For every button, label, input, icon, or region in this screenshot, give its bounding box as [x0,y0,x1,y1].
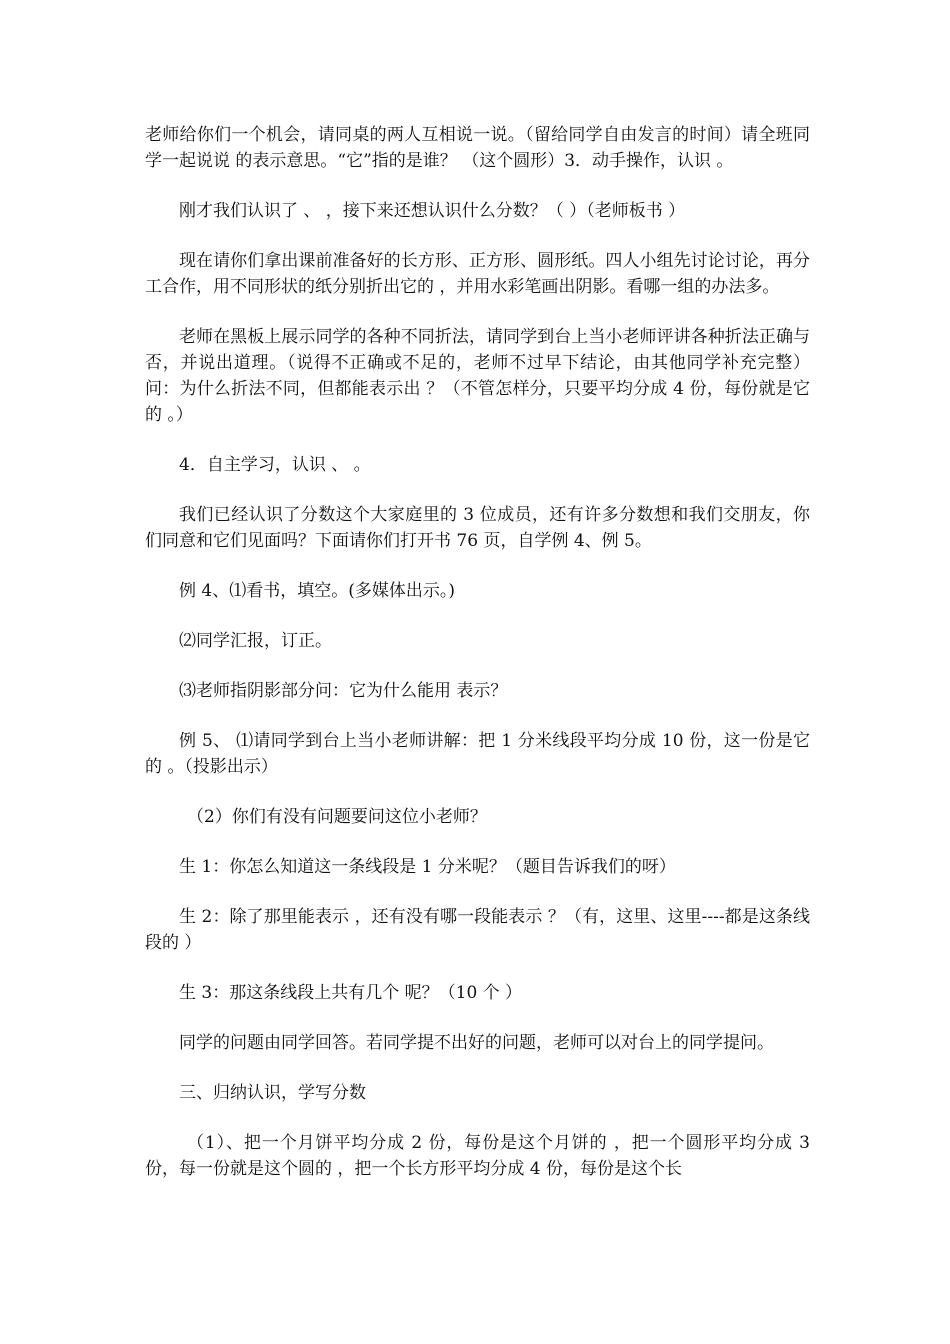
paragraph-11: （2）你们有没有问题要问这位小老师？ [187,807,487,827]
paragraph-10: 例 5、 ⑴请同学到台上当小老师讲解：把 1 分米线段平均分成 10 份，这一份是它的 。（投影出示） [145,731,810,777]
paragraph-17: （1）、把一个月饼平均分成 2 份，每份是这个月饼的 ，把一个圆形平均分成 3 份，每一份就是这个圆的 ，把一个长方形平均分成 4 份，每份是这个长 [145,1133,810,1179]
paragraph-6: 我们已经认识了分数这个大家庭里的 3 位成员，还有许多分数想和我们交朋友，你们同意和它们见面吗？下面请你们打开书 76 页，自学例 4、例 5。 [145,505,810,551]
paragraph-13: 生 2：除了那里能表示 ，还有没有哪一段能表示 ？（有，这里、这里----都是这条线段的 ） [145,907,810,953]
paragraph-15: 同学的问题由同学回答。若同学提不出好的问题，老师可以对台上的同学提问。 [179,1033,774,1053]
paragraph-4: 老师在黑板上展示同学的各种不同折法，请同学到台上当小老师评讲各种折法正确与否，并说出道理。（说得不正确或不足的，老师不过早下结论，由其他同学补充完整）问：为什么折法不同，但都能表示出 ？（不管怎样分，只要平均分成 4 份，每份就是它的 。） [145,327,810,425]
paragraph-8: ⑵同学汇报，订正。 [179,631,332,651]
paragraph-5: 4．自主学习，认识 、 。 [179,455,371,475]
document-page [145,122,810,1206]
paragraph-9: ⑶老师指阴影部分问：它为什么能用 表示？ [179,681,508,701]
section-heading: 三、归纳认识，学写分数 [179,1083,366,1103]
paragraph-7: 例 4、⑴看书，填空。(多媒体出示。) [179,581,455,601]
paragraph-12: 生 1：你怎么知道这一条线段是 1 分米呢？（题目告诉我们的呀） [179,857,676,877]
paragraph-3: 现在请你们拿出课前准备好的长方形、正方形、圆形纸。四人小组先讨论讨论，再分工合作，用不同形状的纸分别折出它的 ，并用水彩笔画出阴影。看哪一组的办法多。 [145,251,810,297]
paragraph-1: 老师给你们一个机会，请同桌的两人互相说一说。（留给同学自由发言的时间）请全班同学一起说说 的表示意思。“它”指的是谁？ （这个圆形）3．动手操作，认识 。 [145,125,810,171]
paragraph-14: 生 3：那这条线段上共有几个 呢？（10 个 ） [179,983,523,1003]
paragraph-2: 刚才我们认识了 、 ，接下来还想认识什么分数？（ ）（老师板书 ） [179,201,686,221]
